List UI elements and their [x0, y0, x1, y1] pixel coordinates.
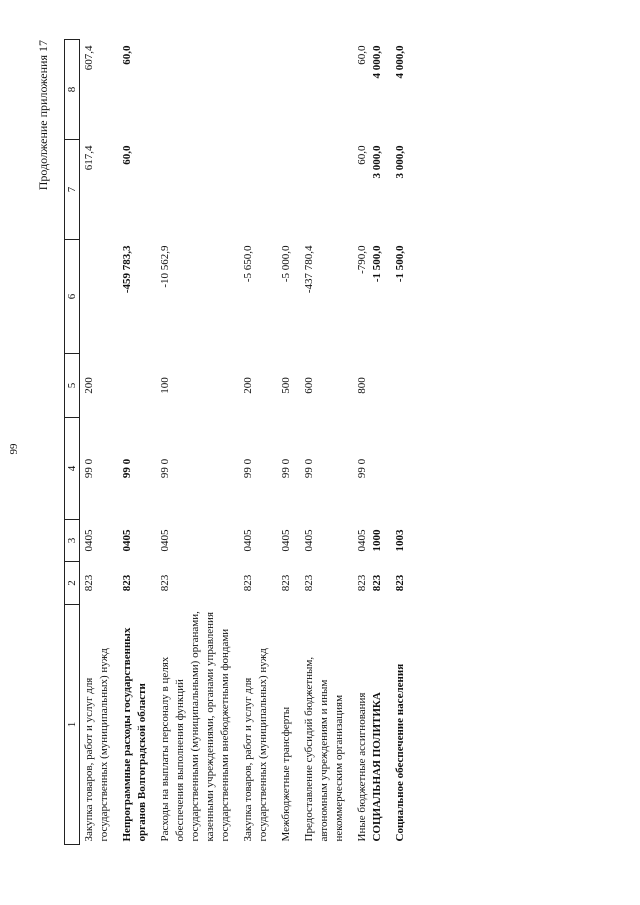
cell-target: 99 0: [242, 458, 254, 479]
cell-amount-8: 60,0: [121, 45, 133, 65]
cell-ministry: 823: [303, 574, 315, 592]
col-header-3: 3: [65, 520, 80, 562]
cell-ministry: [353, 562, 391, 605]
table-row: [118, 40, 156, 845]
cell-expense-type: 200: [83, 377, 95, 394]
cell-amount-6: [353, 240, 391, 354]
cell-amount-6: [80, 240, 119, 354]
cell-target: 99 0: [280, 458, 292, 479]
cell-amount-6: -437 780,4: [303, 245, 315, 294]
cell-section: 0405: [242, 529, 254, 552]
cell-section: 0405: [83, 529, 95, 552]
cell-section: 0405: [121, 529, 133, 552]
cell-amount-8: [277, 40, 300, 140]
col-header-6: 6: [65, 240, 80, 354]
cell-amount-7: [353, 140, 391, 240]
cell-value: 99 0: [356, 458, 368, 479]
table-row: [353, 40, 391, 845]
cell-value: 60,0: [356, 145, 368, 165]
col-header-5: 5: [65, 354, 80, 418]
row-name: Межбюджетные трансферты: [280, 706, 292, 842]
row-name: Расходы на выплаты персоналу в целях обеспечения выполнения функций государственными (муниципальными) органами, казенными учреждениями, органами управления государственными внебюджетными фондами: [159, 611, 231, 842]
col-header-4: 4: [65, 418, 80, 520]
cell-section: 1003: [394, 529, 406, 552]
appendix-caption: Продолжение приложения 17: [36, 40, 50, 191]
cell-target: [353, 418, 391, 520]
cell-amount-8: [300, 40, 353, 140]
cell-value-bold: -1 500,0: [371, 245, 383, 283]
row-name: Предоставление субсидий бюджетным, автономным учреждениям и иным некоммерческим организациям: [303, 656, 345, 842]
table-row: [391, 40, 414, 845]
cell-ministry: 823: [242, 574, 254, 592]
cell-expense-type: [353, 354, 391, 418]
table-row: [239, 40, 277, 845]
cell-ministry: 823: [159, 574, 171, 592]
cell-section: 0405: [280, 529, 292, 552]
row-name: Закупка товаров, работ и услуг для государственных (муниципальных) нужд: [242, 648, 269, 842]
section-title: СОЦИАЛЬНАЯ ПОЛИТИКА: [371, 692, 383, 842]
col-header-7: 7: [65, 140, 80, 240]
cell-amount-7: [156, 140, 239, 240]
cell-value: 823: [356, 574, 368, 592]
cell-value: 0405: [356, 529, 368, 552]
cell-target: 99 0: [83, 458, 95, 479]
cell-expense-type: 100: [159, 377, 171, 394]
cell-target: 99 0: [121, 458, 133, 479]
cell-section: 0405: [159, 529, 171, 552]
cell-ministry: 823: [121, 574, 133, 592]
col-header-1: 1: [65, 605, 80, 845]
cell-amount-7: 3 000,0: [394, 145, 406, 179]
table-row: [156, 40, 239, 845]
cell-section: 0405: [303, 529, 315, 552]
row-name-line: Иные бюджетные ассигнования: [356, 692, 368, 842]
header-row: [65, 40, 80, 845]
cell-value-bold: 3 000,0: [371, 145, 383, 179]
cell-amount-7: [277, 140, 300, 240]
cell-expense-type: [391, 354, 414, 418]
cell-amount-8: 4 000,0: [394, 45, 406, 79]
cell-amount-6: -5 000,0: [280, 245, 292, 283]
cell-value-bold: 823: [371, 574, 383, 592]
cell-value-bold: 4 000,0: [371, 45, 383, 79]
cell-expense-type: 500: [280, 377, 292, 394]
budget-table: [64, 39, 414, 845]
cell-target: 99 0: [303, 458, 315, 479]
cell-amount-8: [239, 40, 277, 140]
cell-target: [391, 418, 414, 520]
row-name: Социальное обеспечение населения: [394, 663, 406, 842]
row-name: Закупка товаров, работ и услуг для государственных (муниципальных) нужд: [83, 648, 110, 842]
cell-ministry: 823: [83, 574, 95, 592]
col-header-2: 2: [65, 562, 80, 605]
row-name: Непрограммные расходы государственных органов Волгоградской области: [121, 627, 148, 842]
cell-target: 99 0: [159, 458, 171, 479]
cell-ministry: 823: [280, 574, 292, 592]
cell-value-bold: 1000: [371, 529, 383, 552]
table-row: [80, 40, 119, 845]
cell-amount-7: 617,4: [83, 145, 95, 171]
cell-amount-6: -1 500,0: [394, 245, 406, 283]
cell-amount-7: [300, 140, 353, 240]
cell-amount-8: 607,4: [83, 45, 95, 71]
cell-amount-6: -5 650,0: [242, 245, 254, 283]
cell-amount-7: [239, 140, 277, 240]
cell-expense-type: 600: [303, 377, 315, 394]
cell-value: -790,0: [356, 245, 368, 274]
cell-value: 60,0: [356, 45, 368, 65]
cell-amount-7: 60,0: [121, 145, 133, 165]
cell-amount-6: -10 562,9: [159, 245, 171, 288]
rotated-page: [36, 40, 612, 845]
table-row: [300, 40, 353, 845]
cell-expense-type: [118, 354, 156, 418]
page-number: 99: [8, 443, 20, 455]
cell-expense-type: 200: [242, 377, 254, 394]
row-name: [353, 605, 391, 845]
cell-amount-8: [156, 40, 239, 140]
table-row: [277, 40, 300, 845]
col-header-8: 8: [65, 40, 80, 140]
cell-amount-6: -459 783,3: [121, 245, 133, 294]
cell-amount-8: [353, 40, 391, 140]
cell-value: 800: [356, 377, 368, 394]
cell-ministry: 823: [394, 574, 406, 592]
cell-section: [353, 520, 391, 562]
